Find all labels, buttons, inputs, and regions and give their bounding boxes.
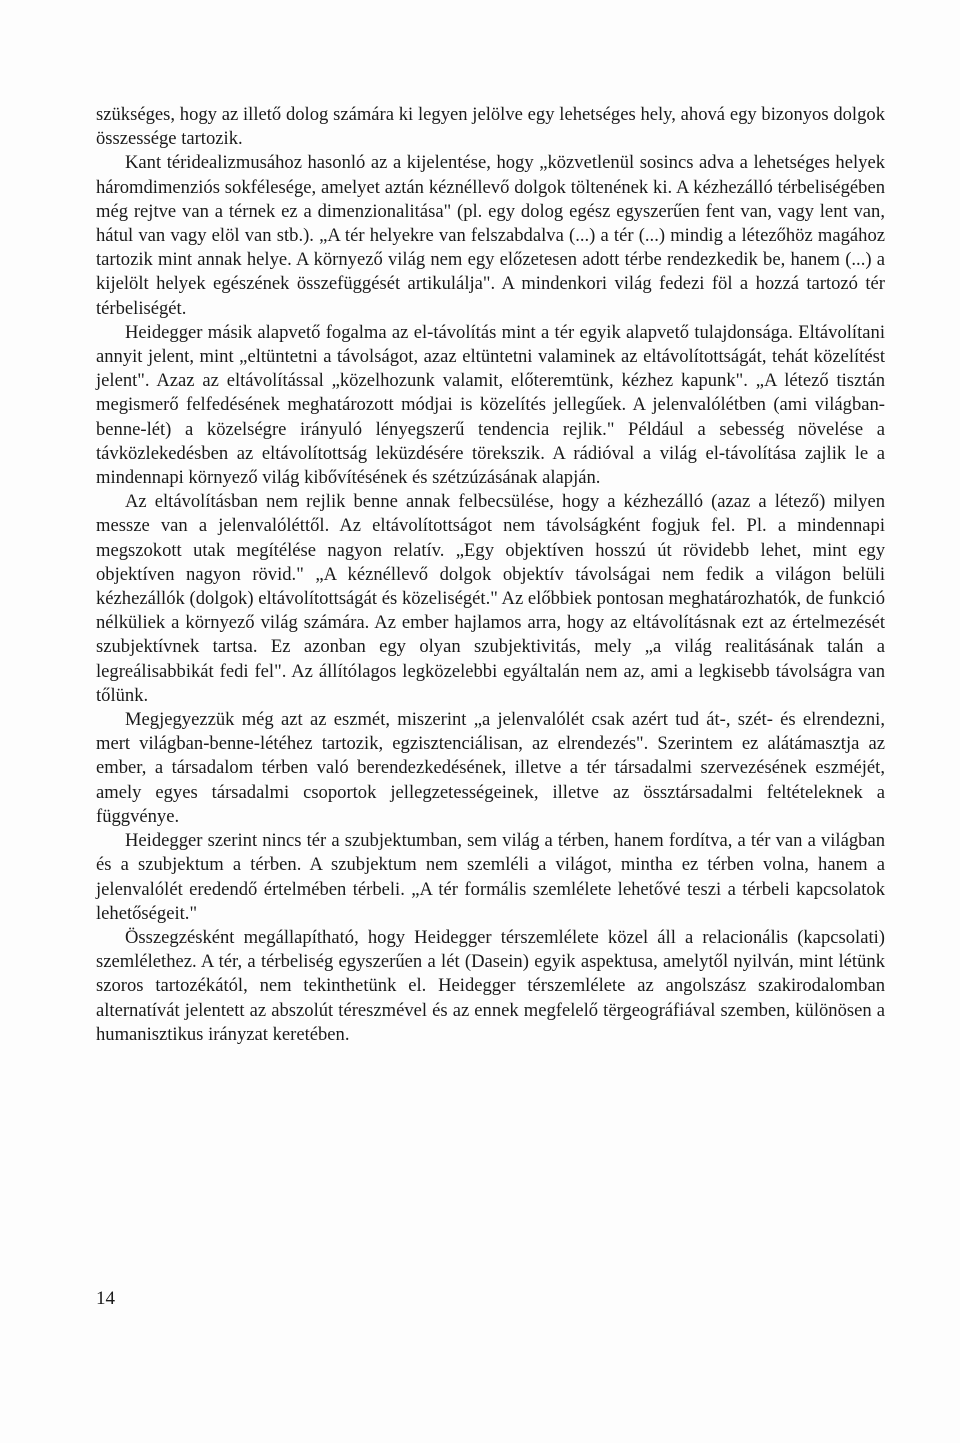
paragraph-continued: szükséges, hogy az illető dolog számára ki legyen jelölve egy lehetséges hely, ahová egy bizonyos dolgok összessége tartozik. xyxy=(96,104,885,150)
paragraph-elrendezes: Megjegyezzük még azt az eszmét, miszerint „a jelenvalólét csak azért tud át-, szét- és elrendezni, mert világban-benne-létéhez tartozik, egzisztenciálisan, az elrendezés". Szerintem ez alátámasztja az ember, a társadalom térben való berendezkedésének, illetve a tér társadalmi szervezésének eszméjét, amely egyes társadalmi csoportok jellegzetességeinek, illetve az össztársadalmi feltételeknek a függvénye. xyxy=(96,709,885,827)
paragraph-eltavolitas: Heidegger másik alapvető fogalma az el-távolítás mint a tér egyik alapvető tulajdonsága. Eltávolítani annyit jelent, mint „eltüntetni a távolságot, azaz eltüntetni valaminek az eltávolítottságát, tehát közelítést jelent". Azaz az eltávolítással „közelhozunk valamit, előteremtünk, kézhez kapunk". „A létező tisztán megismerő felfedésének meghatározott módjai is közelítés jellegűek. A jelenvalólétben (ami világban-benne-lét) a közelségre irányuló lényegszerű tendencia rejlik." Például a sebesség növelése a távközlekedésben az eltávolítottság leküzdésére törekszik. A rádióval a világ el-távolítása zajlik le a mindennapi környező világ kibővítésének és szétzúzásának alapján. xyxy=(96,321,885,489)
paragraph-szubjektum: Heidegger szerint nincs tér a szubjektumban, sem világ a térben, hanem fordítva, a tér van a világban és a szubjektum a térben. A szubjektum nem szemléli a világot, mintha ez térben volna, hanem a jelenvalólét eredendő értelmében térbeli. „A tér formális szemlélete lehetővé teszi a térbeli kapcsolatok lehetőségeit." xyxy=(96,830,885,924)
paragraph-kant: Kant téridealizmusához hasonló az a kijelentése, hogy „közvetlenül sosincs adva a lehetséges helyek háromdimenziós sokfélesége, amelyet aztán kéznéllevő dolgok töltenének ki. A kézhezálló térbeliségében még rejtve van a térnek ez a dimenzionalitása" (pl. egy dolog egész egyszerűen fent van, vagy lent van, hátul van vagy elöl van stb.). „A tér helyekre van felszabdalva (...) a tér (...) mindig a létezőhöz magához tartozik mint annak helye. A környező világ nem egy előzetesen adott térbe rendezkedik be, hanem (...) a kijelölt helyek egészének összefüggését artikulálja". A mindenkori világ fedezi föl a hozzá tartozó tér térbeliségét. xyxy=(96,152,885,319)
body-text xyxy=(96,103,885,1047)
paragraph-osszegzes: Összegzésként megállapítható, hogy Heidegger térszemlélete közel áll a relacionális (kapcsolati) szemlélethez. A tér, a térbeliség egyszerűen a lét (Dasein) egyik aspektusa, amelytől nyilván, mint létünk szoros tartozékától, nem tekinthetünk el. Heidegger térszemlélete az angolszász szakirodalomban alternatívát jelentett az abszolút téreszmével és az ennek megfelelő tërgeográfiával szemben, különösen a humanisztikus irányzat keretében. xyxy=(96,926,885,1045)
page-number: 14 xyxy=(96,1288,115,1309)
paragraph-felbecsules: Az eltávolításban nem rejlik benne annak felbecsülése, hogy a kézhezálló (azaz a létező) milyen messze van a jelenvalóléttől. Az eltávolítottságot nem távolságként fogjuk fel. Pl. a mindennapi megszokott utak megítélése nagyon relatív. „Egy objektíven hosszú út rövidebb lehet, mint egy objektíven nagyon rövid." „A kéznéllevő dolgok objektív távolságai nem fedik a világon belüli kézhezállók (dolgok) eltávolítottságát és közeliségét." Az előbbiek pontosan meghatározhatók, de funkció nélküliek a környező világ számára. Az ember hajlamos arra, hogy az eltávolításnak ezt az értelmezését szubjektívnek tartsa. Ez azonban egy olyan szubjektivitás, mely „a világ realitásának talán a legreálisabbikát fedi fel". Az állítólagos legközelebbi egyáltalán nem az, ami a legkisebb távolságra van tőlünk. xyxy=(96,491,885,706)
